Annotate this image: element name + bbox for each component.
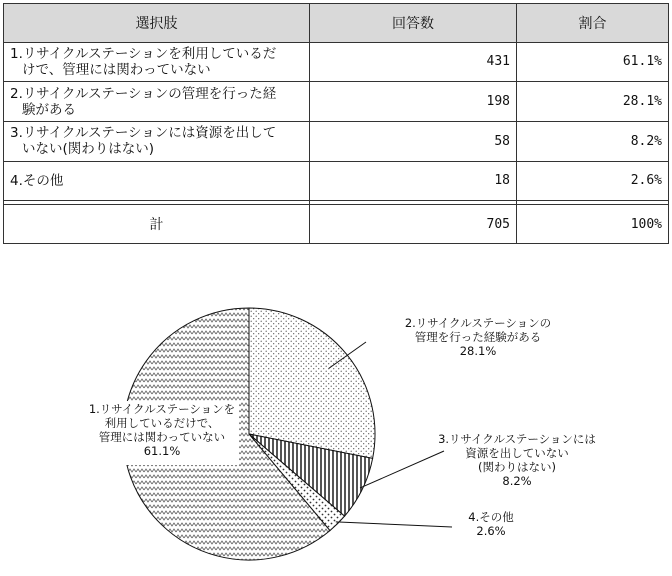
slice-label-line: 4.その他: [468, 510, 514, 524]
slice-label-line: 8.2%: [502, 474, 532, 488]
slice-label-line: 28.1%: [459, 344, 497, 358]
slice-label: [405, 316, 551, 358]
slice-label-line: 2.6%: [476, 524, 506, 538]
total-row: [4, 205, 669, 244]
ratio-cell: 2.6%: [517, 161, 669, 201]
slice-label: [438, 432, 596, 488]
choice-cell: 2.リサイクルステーションの管理を行った経 験がある: [4, 82, 310, 122]
slice-label-line: 2.リサイクルステーションの: [404, 316, 552, 330]
total-ratio: 100%: [517, 205, 669, 244]
count-cell: 18: [310, 161, 517, 201]
count-cell: 431: [310, 42, 517, 82]
choice-cell: 4.その他: [4, 161, 310, 201]
table-row: [4, 161, 669, 201]
pie-chart: [0, 250, 672, 576]
slice-label-line: (関わりはない): [478, 460, 556, 474]
slice-label-line: 3.リサイクルステーションには: [438, 432, 596, 446]
slice-label-line: 61.1%: [143, 444, 181, 458]
choice-cell: 3.リサイクルステーションには資源を出して いない(関わりはない): [4, 121, 310, 161]
table-row: [4, 82, 669, 122]
total-count: 705: [310, 205, 517, 244]
total-label: 計: [4, 205, 310, 244]
slice-label-line: 管理には関わっていない: [98, 430, 226, 444]
table-row: [4, 121, 669, 161]
table-row: [4, 42, 669, 82]
slice-label-line: 利用しているだけで、: [104, 416, 220, 430]
count-cell: 58: [310, 121, 517, 161]
results-table: [3, 3, 669, 244]
leader-line: [336, 522, 452, 527]
header-count: 回答数: [310, 4, 517, 43]
pie-slice-managed: [249, 308, 375, 458]
count-cell: 198: [310, 82, 517, 122]
slice-label-line: 管理を行った経験がある: [414, 330, 542, 344]
choice-cell: 1.リサイクルステーションを利用しているだ けで、管理には関わっていない: [4, 42, 310, 82]
ratio-cell: 61.1%: [517, 42, 669, 82]
ratio-cell: 8.2%: [517, 121, 669, 161]
header-choice: 選択肢: [4, 4, 310, 43]
slice-label-line: 資源を出していない: [465, 446, 569, 460]
ratio-cell: 28.1%: [517, 82, 669, 122]
header-ratio: 割合: [517, 4, 669, 43]
slice-label: [468, 510, 514, 538]
slice-label-line: 1.リサイクルステーションを: [88, 402, 236, 416]
